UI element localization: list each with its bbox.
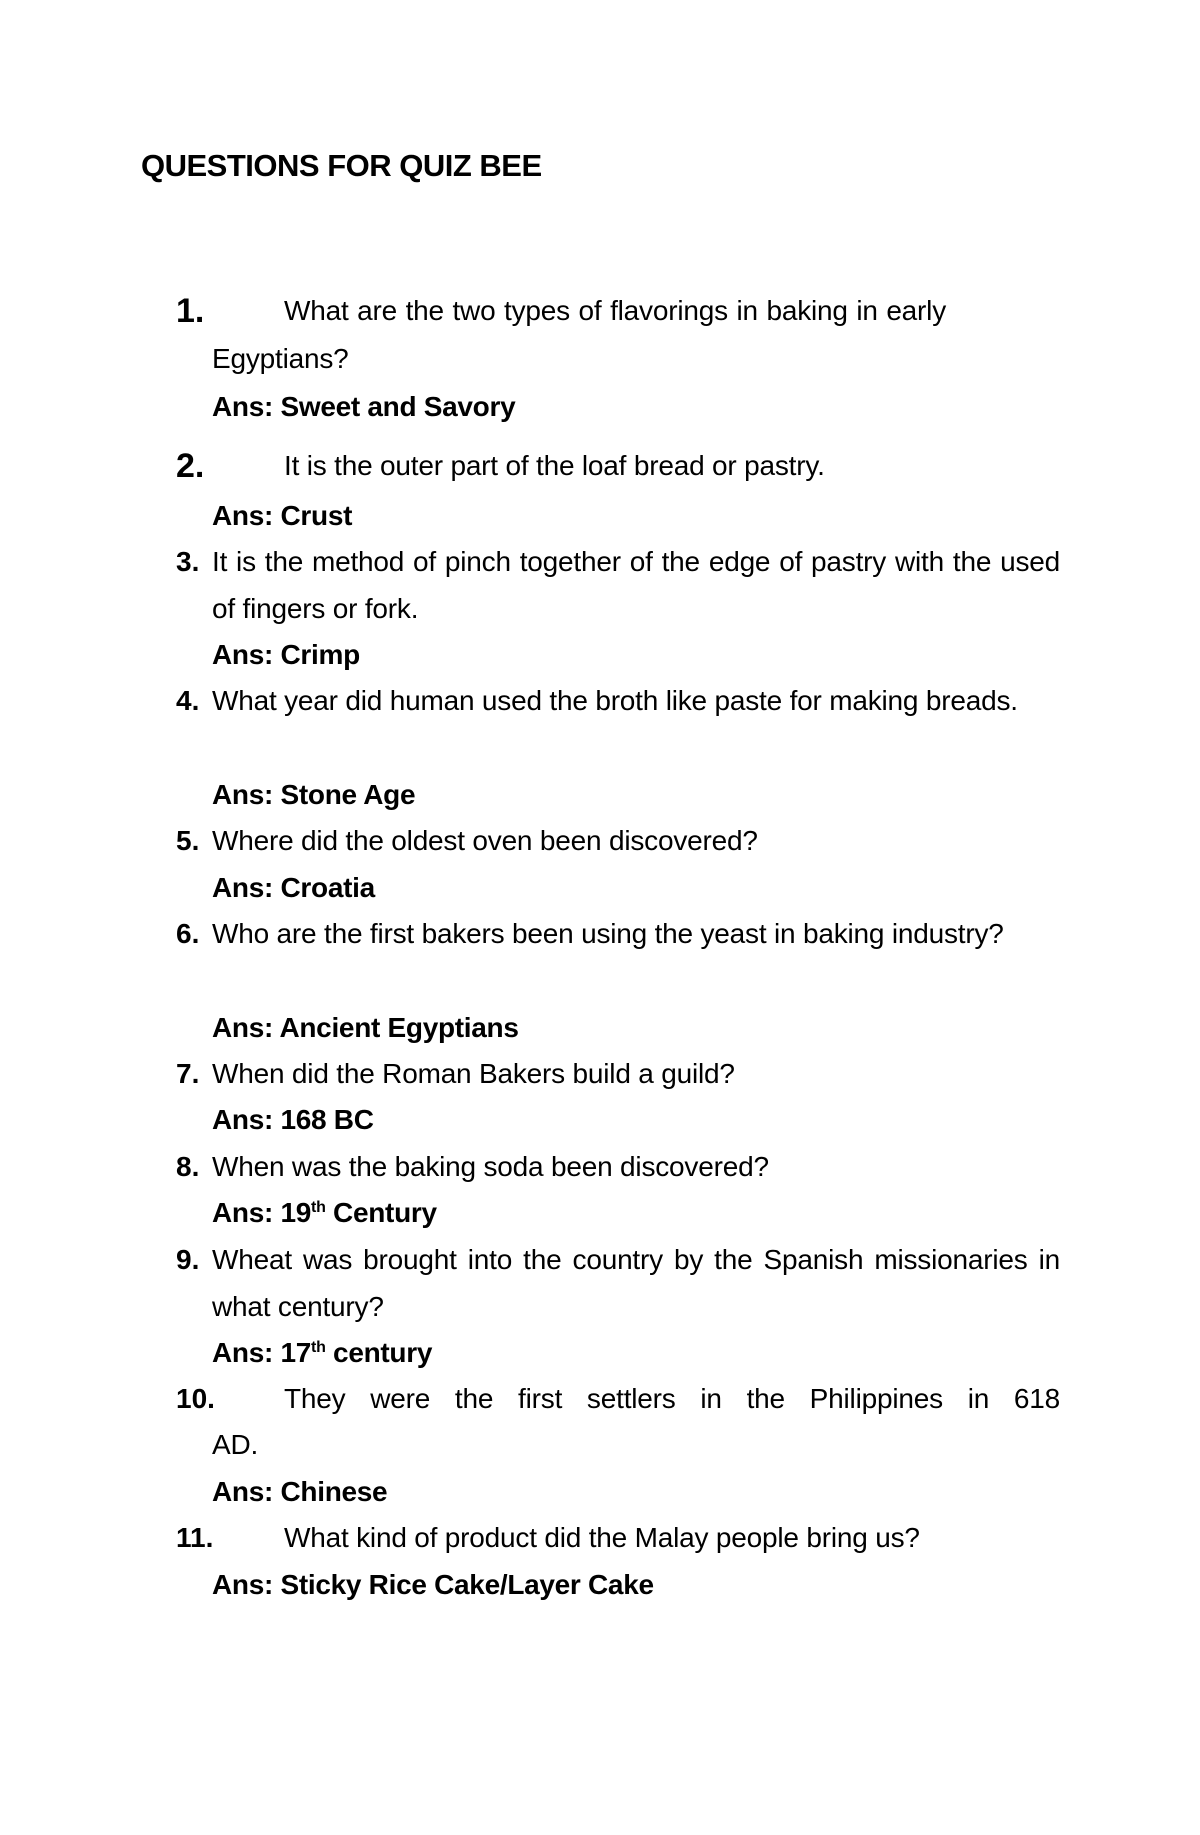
question-text: They were the first settlers in the Philippines in 618 (284, 1383, 1060, 1414)
question-text: Who are the first bakers been using the yeast in baking industry? (212, 918, 1004, 949)
question-number: 10. (176, 1383, 215, 1414)
answer-text (212, 1190, 437, 1236)
answer-text: Ans: Croatia (212, 872, 375, 903)
question-number: 1. (176, 292, 205, 330)
answer-text: Ans: Chinese (212, 1476, 388, 1507)
ordinal-suffix: th (311, 1339, 326, 1356)
question-number: 5. (176, 825, 200, 856)
question-text-continued: AD. (212, 1429, 259, 1460)
answer-text: Ans: Crust (212, 500, 353, 531)
answer-text: Ans: Ancient Egyptians (212, 1012, 519, 1043)
question-text: When was the baking soda been discovered? (212, 1151, 769, 1182)
answer-text: Ans: 168 BC (212, 1104, 374, 1135)
question-number: 11. (176, 1522, 214, 1553)
answer-text: Ans: Sticky Rice Cake/Layer Cake (212, 1569, 654, 1600)
question-text: It is the method of pinch together of the edge of pastry with the used of fingers or fork. (212, 546, 1060, 624)
answer-suffix: century (325, 1337, 433, 1368)
question-number: 9. (176, 1244, 200, 1275)
question-text: What kind of product did the Malay people bring us? (284, 1522, 920, 1553)
question-text-continued: Egyptians? (212, 343, 349, 374)
question-number: 6. (176, 918, 200, 949)
question-text: What are the two types of flavorings in baking in early (284, 295, 947, 326)
question-text: Where did the oldest oven been discovered? (212, 825, 758, 856)
answer-prefix: Ans: 17 (212, 1337, 312, 1368)
answer-suffix: Century (325, 1197, 437, 1228)
question-number: 3. (176, 546, 200, 577)
answer-text: Ans: Crimp (212, 639, 360, 670)
answer-text: Ans: Sweet and Savory (212, 391, 516, 422)
question-text: Wheat was brought into the country by the Spanish missionaries in what century? (212, 1244, 1060, 1322)
question-text: When did the Roman Bakers build a guild? (212, 1058, 735, 1089)
question-text: It is the outer part of the loaf bread or pastry. (284, 450, 825, 481)
question-number: 7. (176, 1058, 200, 1089)
answer-text (212, 1330, 432, 1376)
answer-prefix: Ans: 19 (212, 1197, 312, 1228)
question-number: 2. (176, 447, 205, 485)
question-text: What year did human used the broth like paste for making breads. (212, 685, 1018, 716)
answer-text: Ans: Stone Age (212, 779, 416, 810)
ordinal-suffix: th (311, 1199, 326, 1216)
page-title: QUESTIONS FOR QUIZ BEE (141, 148, 542, 183)
question-number: 4. (176, 685, 200, 716)
question-number: 8. (176, 1151, 200, 1182)
